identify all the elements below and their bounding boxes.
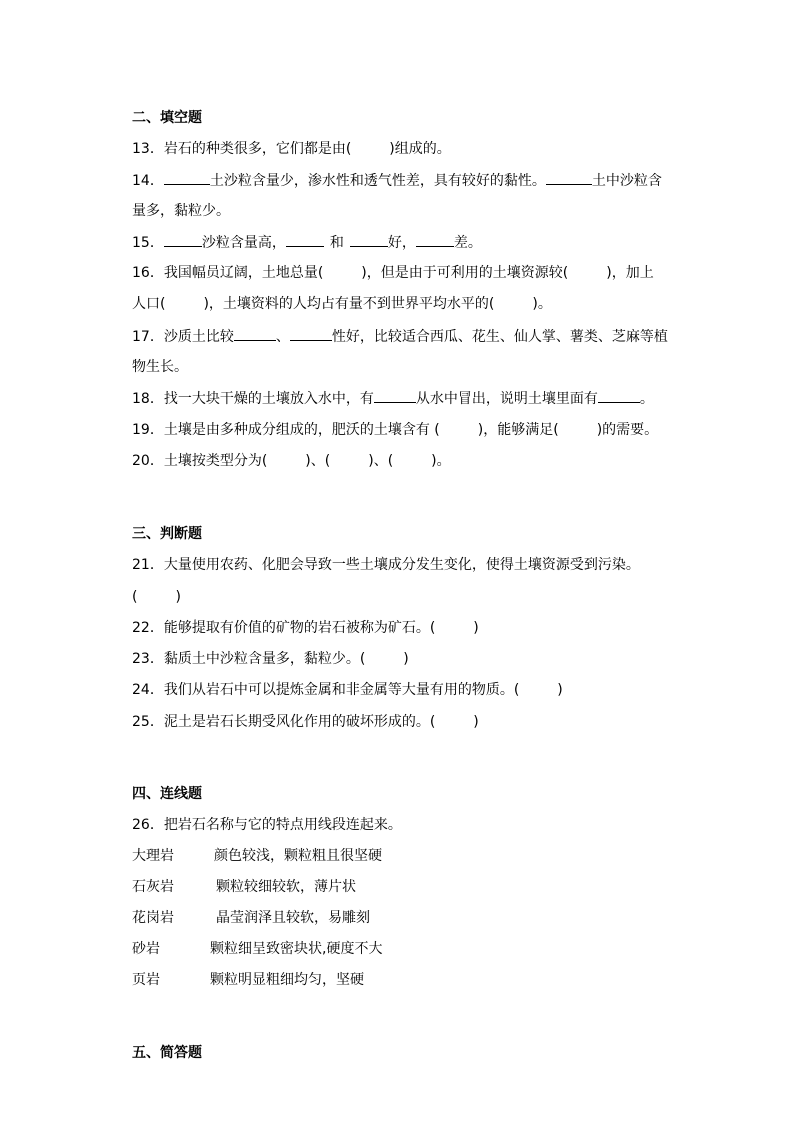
- q24-number: 24．: [132, 682, 164, 698]
- section-title-short: 五、简答题: [132, 1045, 202, 1061]
- rock-name[interactable]: 大理岩: [132, 848, 174, 864]
- q13-text-a: 岩石的种类很多，它们都是由(: [163, 141, 352, 157]
- question-14: [132, 170, 662, 191]
- q14-text-b: 土中沙粒含: [591, 173, 662, 189]
- q16-text-a: 我国幅员辽阔，土地总量(: [163, 265, 324, 281]
- q19-text-a: 土壤是由多种成分组成的，肥沃的土壤含有 (: [163, 422, 440, 438]
- question-16: [132, 263, 654, 283]
- q20-text-b: )、(: [305, 453, 331, 469]
- q14-number: 14．: [132, 173, 164, 189]
- q15-number: 15．: [132, 235, 164, 251]
- q19-text-b: )，能够满足(: [477, 422, 559, 438]
- q19-text-c: )的需要。: [596, 422, 659, 438]
- q19-number: 19．: [132, 422, 164, 438]
- q18-text-c: 。: [639, 391, 654, 407]
- question-15: [132, 232, 482, 253]
- question-24: [132, 680, 563, 700]
- q15-text-a: 沙粒含量高，: [201, 235, 286, 251]
- q15-text-c: 好，: [387, 235, 416, 251]
- match-row: [132, 846, 382, 866]
- section-title-match: 四、连线题: [132, 786, 202, 802]
- q24-text-a: 我们从岩石中可以提炼金属和非金属等大量有用的物质。(: [163, 682, 520, 698]
- q17-text-b: 、: [275, 329, 290, 345]
- rock-name[interactable]: 页岩: [132, 972, 160, 988]
- q22-text-a: 能够提取有价值的矿物的岩石被称为矿石。(: [163, 620, 436, 636]
- q21-text-c: ): [175, 589, 181, 605]
- q15-blank-2[interactable]: [286, 232, 324, 247]
- q16-text-c: )，加上: [606, 265, 654, 281]
- q16-text-f: )。: [532, 296, 552, 312]
- q13-text-b: )组成的。: [389, 141, 451, 157]
- q14-text-c: 量多，黏粒少。: [132, 203, 230, 219]
- question-17-cont: [132, 357, 188, 377]
- question-19: [132, 420, 658, 440]
- question-26: [132, 815, 402, 835]
- question-17: [132, 326, 668, 347]
- rock-feature[interactable]: 颗粒细呈致密块状,硬度不大: [210, 941, 383, 957]
- match-row: [132, 970, 364, 990]
- question-14-cont: [132, 201, 230, 221]
- q18-text-b: 从水中冒出，说明土壤里面有: [415, 391, 598, 407]
- question-20: [132, 451, 451, 471]
- q17-text-a: 沙质土比较: [163, 329, 234, 345]
- q26-number: 26．: [132, 817, 164, 833]
- match-row: [132, 877, 356, 897]
- q22-number: 22．: [132, 620, 164, 636]
- q15-text-b: 和: [329, 235, 344, 251]
- q23-text-a: 黏质土中沙粒含量多，黏粒少。(: [163, 651, 366, 667]
- q18-number: 18．: [132, 391, 164, 407]
- rock-feature[interactable]: 颜色较浅，颗粒粗且很坚硬: [214, 848, 382, 864]
- q21-text-b: (: [132, 589, 138, 605]
- q15-text-d: 差。: [453, 235, 482, 251]
- q17-number: 17．: [132, 329, 164, 345]
- q25-number: 25．: [132, 714, 164, 730]
- q17-blank-2[interactable]: [290, 326, 332, 341]
- q15-blank-4[interactable]: [416, 232, 454, 247]
- question-22: [132, 618, 479, 638]
- q20-text-c: )、(: [368, 453, 394, 469]
- question-13: [132, 139, 451, 159]
- q17-text-c: 性好，比较适合西瓜、花生、仙人掌、薯类、芝麻等植: [331, 329, 668, 345]
- q14-blank-2[interactable]: [546, 170, 592, 185]
- q13-number: 13．: [132, 141, 164, 157]
- question-16-cont: [132, 294, 552, 314]
- section-title-fill: 二、填空题: [132, 110, 202, 126]
- q18-blank-1[interactable]: [374, 388, 416, 403]
- rock-feature[interactable]: 颗粒明显粗细均匀，坚硬: [210, 972, 364, 988]
- q18-blank-2[interactable]: [598, 388, 640, 403]
- q24-text-b: ): [557, 682, 563, 698]
- rock-name[interactable]: 石灰岩: [132, 879, 174, 895]
- question-18: [132, 388, 654, 409]
- q20-text-a: 土壤按类型分为(: [163, 453, 268, 469]
- q25-text-a: 泥土是岩石长期受风化作用的破坏形成的。(: [163, 714, 436, 730]
- q23-number: 23．: [132, 651, 164, 667]
- question-21-cont: [132, 587, 181, 607]
- rock-name[interactable]: 砂岩: [132, 941, 160, 957]
- rock-feature[interactable]: 晶莹润泽且较软，易雕刻: [216, 910, 370, 926]
- rock-name[interactable]: 花岗岩: [132, 910, 174, 926]
- question-21: [132, 555, 640, 575]
- q17-text-d: 物生长。: [132, 359, 188, 375]
- q16-number: 16．: [132, 265, 164, 281]
- q14-text-a: 土沙粒含量少，渗水性和透气性差，具有较好的黏性。: [209, 173, 546, 189]
- q16-text-b: )，但是由于可利用的土壤资源较(: [361, 265, 569, 281]
- q15-blank-1[interactable]: [164, 232, 202, 247]
- q22-text-b: ): [473, 620, 479, 636]
- q16-text-e: )，土壤资料的人均占有量不到世界平均水平的(: [203, 296, 495, 312]
- q18-text-a: 找一大块干燥的土壤放入水中，有: [163, 391, 374, 407]
- q23-text-b: ): [403, 651, 409, 667]
- q21-number: 21．: [132, 557, 164, 573]
- match-row: [132, 908, 370, 928]
- q26-text-a: 把岩石名称与它的特点用线段连起来。: [163, 817, 402, 833]
- match-row: [132, 939, 383, 959]
- q20-text-d: )。: [431, 453, 451, 469]
- q17-blank-1[interactable]: [234, 326, 276, 341]
- q25-text-b: ): [473, 714, 479, 730]
- q21-text-a: 大量使用农药、化肥会导致一些土壤成分发生变化，使得土壤资源受到污染。: [163, 557, 640, 573]
- section-title-judge: 三、判断题: [132, 526, 202, 542]
- question-25: [132, 712, 479, 732]
- q15-blank-3[interactable]: [350, 232, 388, 247]
- q16-text-d: 人口(: [132, 296, 166, 312]
- question-23: [132, 649, 409, 669]
- q20-number: 20．: [132, 453, 164, 469]
- rock-feature[interactable]: 颗粒较细较软，薄片状: [216, 879, 356, 895]
- q14-blank-1[interactable]: [164, 170, 210, 185]
